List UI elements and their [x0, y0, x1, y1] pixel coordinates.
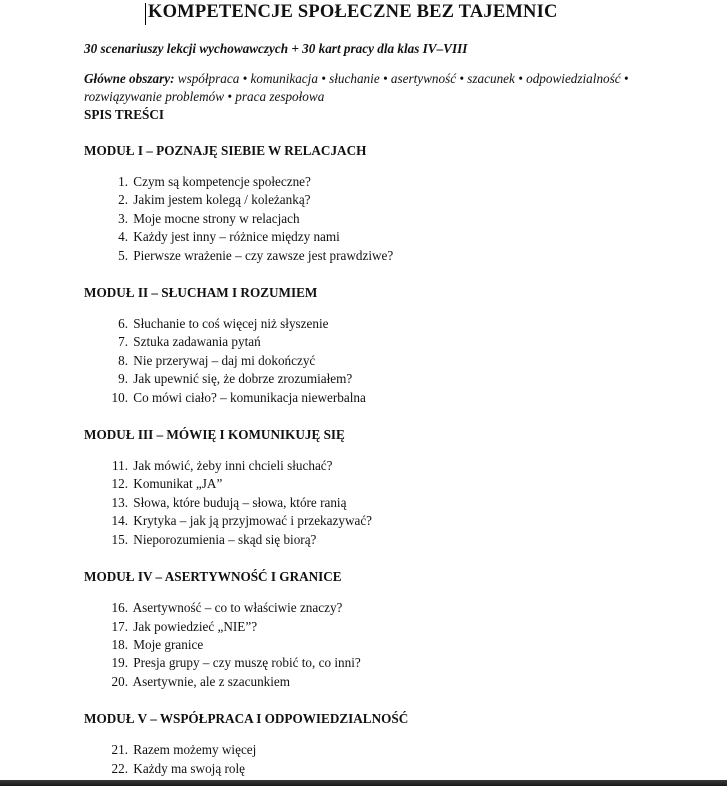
lesson-title: Asertywnie, ale z szacunkiem: [132, 673, 291, 689]
lesson-item: [84, 654, 684, 672]
lesson-number: 12.: [111, 476, 128, 492]
module-title: MODUŁ III – MÓWIĘ I KOMUNIKUJĘ SIĘ: [84, 427, 345, 443]
main-areas-text: współpraca • komunikacja • słuchanie • asertywność • szacunek • odpowiedzialność • rozwiązywanie problemów • praca zespołowa: [84, 71, 629, 104]
lesson-item: [84, 636, 684, 654]
document-title-text: KOMPETENCJE SPOŁECZNE BEZ TAJEMNIC: [148, 2, 558, 22]
lesson-number: 9.: [118, 371, 128, 387]
lesson-list: [84, 457, 684, 549]
module-title: MODUŁ I – POZNAJĘ SIEBIE W RELACJACH: [84, 143, 367, 158]
lesson-title: Jakim jestem kolegą / koleżanką?: [133, 192, 311, 208]
lesson-title: Słuchanie to coś więcej niż słyszenie: [133, 316, 329, 332]
lesson-number: 20.: [111, 673, 128, 689]
lesson-title: Słowa, które budują – słowa, które ranią: [133, 494, 347, 510]
lesson-item: [84, 247, 684, 265]
lesson-list: [84, 741, 684, 778]
lesson-item: [84, 475, 684, 493]
lesson-title: Moje granice: [133, 636, 204, 652]
lesson-number: 7.: [118, 334, 128, 350]
lesson-item: [84, 599, 684, 617]
lesson-number: 2.: [118, 192, 128, 208]
document-subtitle: 30 scenariuszy lekcji wychowawczych + 30 kart pracy dla klas IV–VIII: [84, 41, 468, 56]
lesson-item: [84, 173, 684, 191]
lesson-title: Razem możemy więcej: [133, 742, 257, 758]
lesson-number: 8.: [118, 352, 128, 368]
lesson-title: Presja grupy – czy muszę robić to, co inni?: [133, 655, 361, 671]
window-bottom-bar: [0, 780, 727, 786]
lesson-item: [84, 315, 684, 333]
lesson-number: 13.: [111, 494, 128, 510]
lesson-number: 17.: [111, 618, 128, 634]
text-cursor: [145, 3, 146, 25]
lesson-title: Co mówi ciało? – komunikacja niewerbalna: [133, 389, 366, 405]
lesson-item: [84, 191, 684, 209]
lesson-number: 5.: [118, 247, 128, 263]
lesson-title: Jak mówić, żeby inni chcieli słuchać?: [133, 458, 333, 474]
lesson-item: [84, 741, 684, 759]
lesson-number: 15.: [111, 531, 128, 547]
document-page: [84, 0, 684, 778]
lesson-list: [84, 315, 684, 407]
lesson-title: Asertywność – co to właściwie znaczy?: [132, 600, 343, 616]
lesson-title: Komunikat „JA”: [133, 476, 223, 492]
lesson-title: Nieporozumienia – skąd się biorą?: [133, 531, 317, 547]
lesson-number: 6.: [118, 316, 128, 332]
lesson-number: 19.: [111, 655, 128, 671]
lesson-item: [84, 494, 684, 512]
toc-module: [84, 143, 684, 265]
module-title: MODUŁ V – WSPÓŁPRACA I ODPOWIEDZIALNOŚĆ: [84, 711, 409, 727]
lesson-list: [84, 599, 684, 691]
lesson-number: 14.: [111, 513, 128, 529]
toc-title: SPIS TREŚCI: [84, 107, 165, 122]
module-title: MODUŁ II – SŁUCHAM I ROZUMIEM: [84, 285, 318, 301]
lesson-number: 11.: [112, 458, 128, 474]
toc-module: [84, 285, 684, 407]
lesson-item: [84, 457, 684, 475]
lesson-number: 1.: [118, 174, 128, 189]
lesson-item: [84, 370, 684, 388]
main-areas-label: Główne obszary:: [84, 71, 175, 86]
lesson-title: Każdy jest inny – różnice między nami: [133, 229, 340, 245]
toc-module: [84, 427, 684, 549]
lesson-title: Nie przerywaj – daj mi dokończyć: [133, 352, 316, 368]
lesson-number: 21.: [111, 742, 128, 758]
lesson-title: Moje mocne strony w relacjach: [133, 210, 300, 226]
lesson-title: Krytyka – jak ją przyjmować i przekazywać?: [133, 513, 373, 529]
lesson-item: [84, 352, 684, 370]
module-title: MODUŁ IV – ASERTYWNOŚĆ I GRANICE: [84, 569, 342, 585]
lesson-title: Jak upewnić się, że dobrze zrozumiałem?: [133, 371, 353, 387]
lesson-number: 10.: [111, 389, 128, 405]
lesson-number: 16.: [111, 600, 128, 616]
lesson-list: [84, 173, 684, 265]
lesson-title: Czym są kompetencje społeczne?: [133, 174, 311, 189]
lesson-title: Jak powiedzieć „NIE”?: [133, 618, 258, 634]
lesson-item: [84, 512, 684, 530]
lesson-number: 3.: [118, 210, 128, 226]
toc-module: [84, 711, 684, 778]
lesson-number: 22.: [111, 760, 128, 776]
lesson-title: Pierwsze wrażenie – czy zawsze jest prawdziwe?: [133, 247, 394, 263]
lesson-item: [84, 210, 684, 228]
lesson-item: [84, 333, 684, 351]
lesson-title: Sztuka zadawania pytań: [133, 334, 261, 350]
main-areas: [84, 70, 684, 106]
lesson-item: [84, 389, 684, 407]
lesson-item: [84, 531, 684, 549]
lesson-item: [84, 618, 684, 636]
toc-modules: [84, 143, 684, 778]
lesson-number: 18.: [111, 636, 128, 652]
toc-module: [84, 569, 684, 691]
lesson-title: Każdy ma swoją rolę: [133, 760, 245, 776]
lesson-item: [84, 228, 684, 246]
lesson-item: [84, 673, 684, 691]
lesson-item: [84, 760, 684, 778]
document-title: [148, 2, 684, 23]
lesson-number: 4.: [118, 229, 128, 245]
